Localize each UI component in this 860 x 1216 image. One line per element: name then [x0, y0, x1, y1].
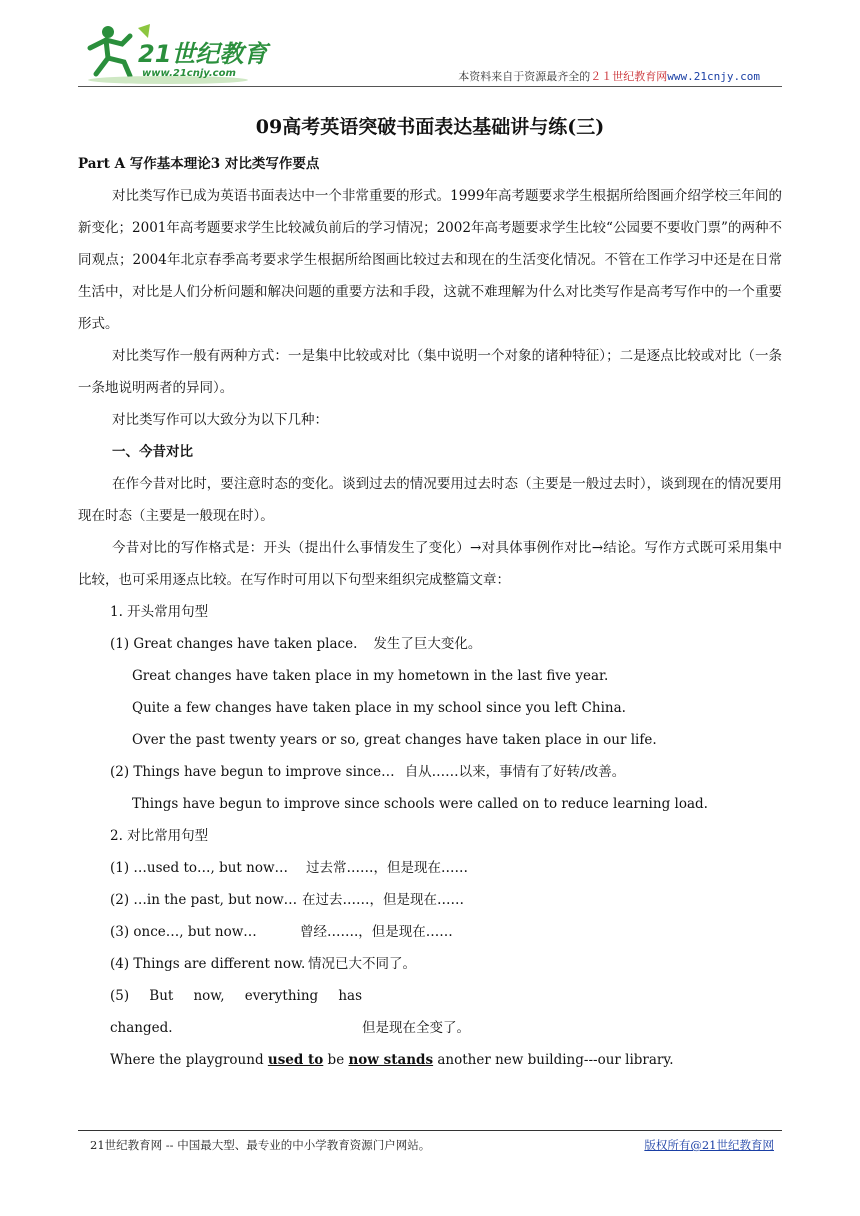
- example-underline: now stands: [348, 1052, 434, 1068]
- pattern-english: (2) …in the past, but now…: [110, 892, 298, 908]
- pattern-english: (5) But now, everything has changed.: [110, 988, 362, 1036]
- pattern-english: (1) …used to…, but now…: [110, 860, 289, 876]
- footer-copyright-link[interactable]: 版权所有@21世纪教育网: [644, 1138, 774, 1152]
- source-note-url[interactable]: www.21cnjy.com: [667, 70, 760, 83]
- pattern-chinese: 在过去……，但是现在……: [302, 892, 464, 908]
- example-sentence: Over the past twenty years or so, great changes have taken place in our life.: [132, 732, 657, 748]
- pattern-item: [78, 884, 782, 916]
- example-sentence: [78, 1044, 782, 1076]
- example-underline: used to: [267, 1052, 324, 1068]
- footer-site-description: 21世纪教育网 -- 中国最大型、最专业的中小学教育资源门户网站。: [90, 1138, 431, 1152]
- pattern-english: (2) Things have begun to improve since…: [110, 764, 395, 780]
- header-divider: [78, 86, 782, 87]
- pattern-chinese: 发生了巨大变化。: [373, 636, 482, 652]
- example-text: be: [323, 1052, 349, 1068]
- pattern-chinese: 但是现在全变了。: [362, 1020, 470, 1036]
- example-sentence: Quite a few changes have taken place in my school since you left China.: [132, 700, 626, 716]
- pattern-chinese: 情况已大不同了。: [308, 956, 416, 972]
- header-source-note: [458, 68, 760, 84]
- pattern-chinese: 自从……以来，事情有了好转/改善。: [404, 764, 626, 780]
- example-sentence: Things have begun to improve since schools were called on to reduce learning load.: [132, 796, 708, 812]
- pattern-item: [78, 948, 782, 980]
- pattern-item: [78, 980, 782, 1044]
- format-paragraph: 今昔对比的写作格式是：开头（提出什么事情发生了变化）→对具体事例作对比→结论。写作方式既可采用集中比较，也可采用逐点比较。在写作时可用以下句型来组织完成整篇文章：: [78, 540, 782, 588]
- pattern-chinese: 过去常……，但是现在……: [306, 860, 468, 876]
- example-sentence: Great changes have taken place in my hometown in the last five year.: [132, 668, 609, 684]
- svg-text:www.21cnjy.com: www.21cnjy.com: [142, 68, 236, 79]
- footer-divider: [78, 1130, 782, 1131]
- pattern-english: (3) once…, but now…: [110, 924, 257, 940]
- site-logo[interactable]: [78, 18, 288, 88]
- section-heading-past-present: 一、今昔对比: [112, 444, 193, 460]
- section1-label: 1. 开头常用句型: [110, 604, 209, 620]
- pattern-item: [78, 916, 782, 948]
- svg-text:21世纪教育: 21世纪教育: [138, 40, 268, 68]
- page-footer: [78, 1136, 782, 1154]
- pattern-chinese: 曾经…….，但是现在……: [300, 924, 453, 940]
- runner-logo-icon: [78, 18, 288, 88]
- page-title: 09高考英语突破书面表达基础讲与练(三): [255, 116, 605, 138]
- example-text: another new building---our library.: [433, 1052, 674, 1068]
- pattern-english: (4) Things are different now.: [110, 956, 306, 972]
- methods-paragraph: 对比类写作一般有两种方式：一是集中比较或对比（集中说明一个对象的诸种特征）；二是逐点比较或对比（一条一条地说明两者的异同）。: [78, 348, 782, 396]
- part-a-heading: Part A 写作基本理论3 对比类写作要点: [78, 156, 320, 172]
- page-header: [78, 18, 782, 88]
- pattern-english: (1) Great changes have taken place.: [110, 636, 358, 652]
- document-body: [78, 112, 782, 1076]
- intro-paragraph: 对比类写作已成为英语书面表达中一个非常重要的形式。1999年高考题要求学生根据所给图画介绍学校三年间的新变化；2001年高考题要求学生比较减负前后的学习情况；2002年高考题要求学生比较“公园要不要收门票”的两种不同观点；2004年北京春季高考要求学生根据所给图画比较过去和现在的生活变化情况。不管在工作学习中还是在日常生活中，对比是人们分析问题和解决问题的重要方法和手段，这就不难理解为什么对比类写作是高考写作中的一个重要形式。: [78, 188, 782, 332]
- pattern-item: [78, 852, 782, 884]
- source-note-prefix: 本资料来自于资源最齐全的: [458, 70, 591, 83]
- pattern-item: [78, 756, 782, 788]
- types-paragraph: 对比类写作可以大致分为以下几种：: [112, 412, 328, 428]
- tense-paragraph: 在作今昔对比时，要注意时态的变化。谈到过去的情况要用过去时态（主要是一般过去时），谈到现在的情况要用现在时态（主要是一般现在时）。: [78, 476, 782, 524]
- pattern-item: [78, 628, 782, 660]
- example-text: Where the playground: [110, 1052, 268, 1068]
- section2-label: 2. 对比常用句型: [110, 828, 209, 844]
- source-note-site: ２１世纪教育网: [590, 70, 668, 83]
